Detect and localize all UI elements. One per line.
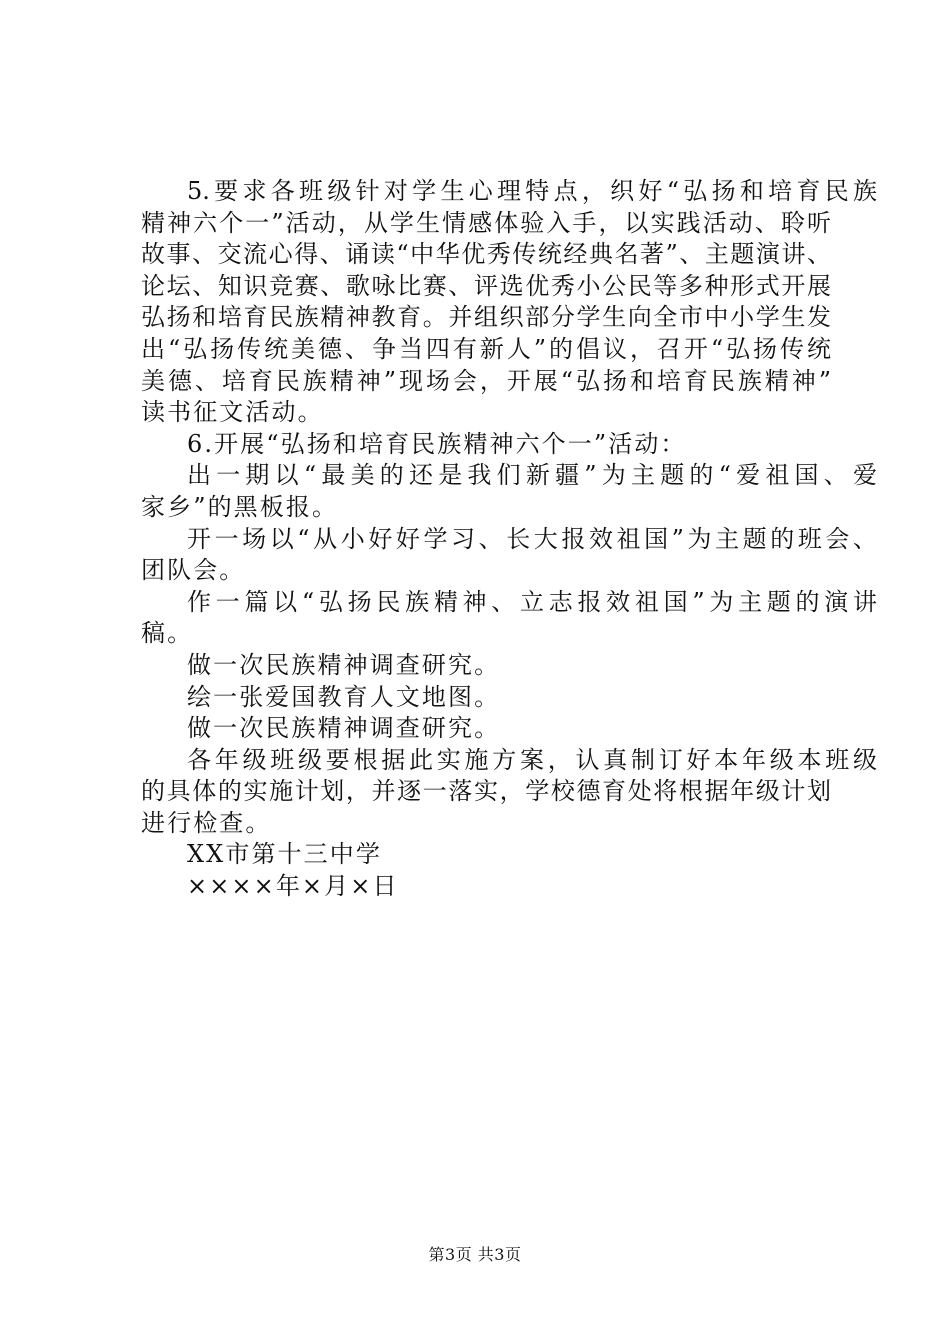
paragraph-line: 精神六个一”活动，从学生情感体验入手，以实践活动、聆听 <box>141 208 831 237</box>
paragraph-line: 团队会。 <box>141 556 246 585</box>
paragraph-line: 美德、培育民族精神”现场会，开展“弘扬和培育民族精神” <box>141 366 831 395</box>
paragraph-line: 开一场以“从小好好学习、长大报效祖国”为主题的班会、 <box>187 524 877 553</box>
paragraph-line: 论坛、知识竞赛、歌咏比赛、评选优秀小公民等多种形式开展 <box>141 271 831 300</box>
paragraph-line: 各年级班级要根据此实施方案，认真制订好本年级本班级 <box>187 745 877 774</box>
document-body <box>141 176 877 903</box>
paragraph-line: 进行检查。 <box>141 808 272 837</box>
signature-school: XX市第十三中学 <box>187 840 382 869</box>
paragraph-line: 出一期以“最美的还是我们新疆”为主题的“爱祖国、爱 <box>187 461 877 490</box>
paragraph-line: 6.开展“弘扬和培育民族精神六个一”活动： <box>187 429 687 458</box>
paragraph-line: 绘一张爱国教育人文地图。 <box>187 682 501 711</box>
paragraph-line: 读书征文活动。 <box>141 398 324 427</box>
page-number-footer: 第3页 共3页 <box>428 1245 522 1264</box>
paragraph-line: 出“弘扬传统美德、争当四有新人”的倡议，召开“弘扬传统 <box>141 334 831 363</box>
paragraph-line: 弘扬和培育民族精神教育。并组织部分学生向全市中小学生发 <box>141 303 831 332</box>
paragraph-line: 家乡”的黑板报。 <box>141 492 339 521</box>
paragraph-line: 做一次民族精神调查研究。 <box>187 650 501 679</box>
paragraph-line: 故事、交流心得、诵读“中华优秀传统经典名著”、主题演讲、 <box>141 240 831 269</box>
paragraph-line: 稿。 <box>141 619 194 648</box>
paragraph-line: 5.要求各班级针对学生心理特点，织好“弘扬和培育民族 <box>187 177 877 205</box>
paragraph-line: 的具体的实施计划，并逐一落实，学校德育处将根据年级计划 <box>141 777 831 806</box>
paragraph-line: 做一次民族精神调查研究。 <box>187 714 501 743</box>
signature-date: ××××年×月×日 <box>187 872 399 901</box>
paragraph-line: 作一篇以“弘扬民族精神、立志报效祖国”为主题的演讲 <box>187 587 877 616</box>
